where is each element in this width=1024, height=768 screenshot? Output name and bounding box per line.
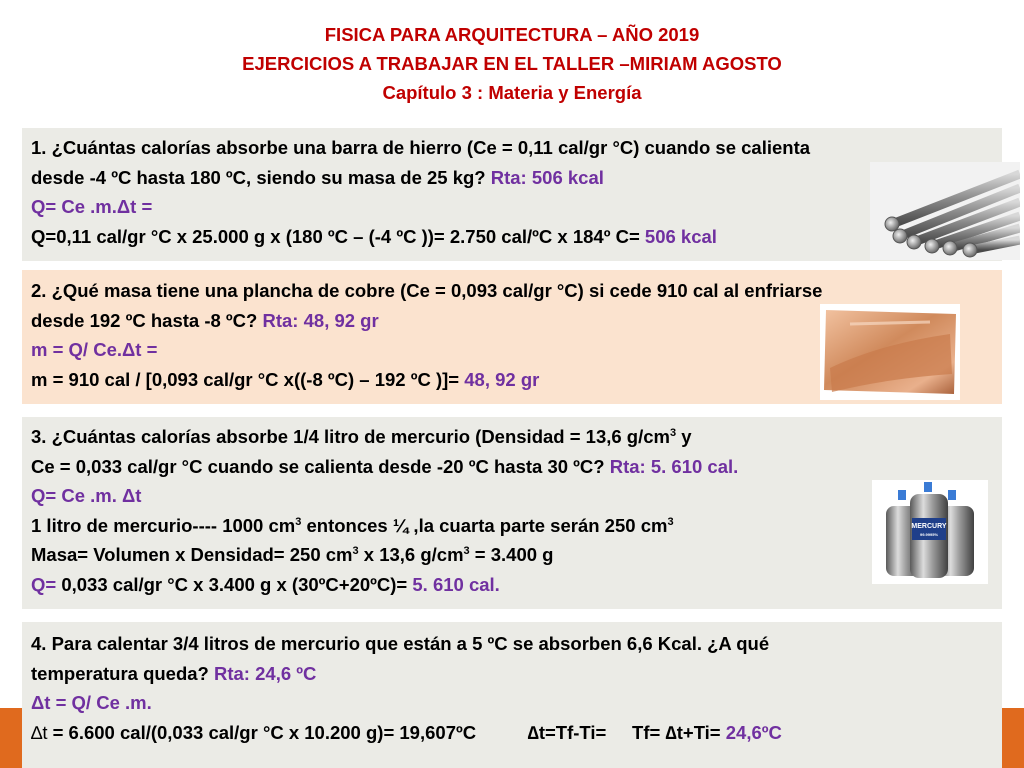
header-title: FISICA PARA ARQUITECTURA – AÑO 2019 — [324, 24, 700, 45]
rebar-bundle-image — [870, 162, 1020, 260]
exercise-2-question-line-1: 2. ¿Qué masa tiene una plancha de cobre (Ce = 0,093 cal/gr °C) si cede 910 cal al enfriarse — [31, 280, 823, 301]
exercise-4 — [22, 622, 1002, 768]
exercise-3-answer: Rta: 5. 610 cal. — [609, 455, 739, 477]
exercise-3-question-line-2: Ce = 0,033 cal/gr °C cuando se calienta desde -20 ºC hasta 30 ºC? Rta: 5. 610 cal. — [31, 455, 739, 477]
exercise-2-formula: m = Q/ Ce.Δt = — [31, 339, 158, 360]
exercise-1-question-line-1: 1. ¿Cuántas calorías absorbe una barra de hierro (Ce = 0,11 cal/gr °C) cuando se calienta — [31, 137, 811, 158]
exercise-4-calculation: ∆t = 6.600 cal/(0,033 cal/gr °C x 10.200 g)= 19,607ºC ∆t=Tf-Ti= Tf= ∆t+Ti= 24,6ºC — [31, 721, 782, 743]
exercise-3-formula: Q= Ce .m. Δt — [31, 485, 142, 506]
header-subtitle: EJERCICIOS A TRABAJAR EN EL TALLER –MIRIAM AGOSTO — [242, 53, 782, 74]
exercise-1-calculation: Q=0,11 cal/gr °C x 25.000 g x (180 ºC – (-4 ºC ))= 2.750 cal/ºC x 184º C= 506 kcal — [31, 225, 717, 247]
exercise-2-calculation: m = 910 cal / [0,093 cal/gr °C x((-8 ºC) – 192 ºC )]= 48, 92 gr — [31, 368, 540, 390]
exercise-2-answer: Rta: 48, 92 gr — [262, 309, 379, 331]
exercise-3-mass-line: Masa= Volumen x Densidad= 250 $cm^3$ x 13,6 $g/cm^3 = 3.400$ g — [31, 544, 554, 565]
exercise-4-answer: Rta: 24,6 ºC — [214, 662, 317, 684]
svg-text:99.9995%: 99.9995% — [919, 532, 939, 537]
copper-sheet-image — [820, 304, 960, 400]
exercise-1-formula: Q= Ce .m.Δt = — [31, 196, 153, 217]
header-chapter: Capítulo 3 : Materia y Energía — [382, 82, 642, 103]
exercise-3-question-line-1: 3. ¿Cuántas calorías absorbe 1/4 litro de mercurio (Densidad = 13,6 $g/cm^3$ y — [31, 426, 692, 447]
exercise-3-volume-line: 1 litro de mercurio---- 1000 $cm^3$ entonces ¼ ,la cuarta parte serán 250 $cm^3$ — [31, 514, 674, 536]
page-header — [0, 20, 1024, 107]
exercise-4-formula: Δt = Q/ Ce .m. — [31, 692, 152, 713]
exercise-3 — [22, 417, 1002, 609]
exercise-4-question-line-1: 4. Para calentar 3/4 litros de mercurio que están a 5 ºC se absorben 6,6 Kcal. ¿A qué — [31, 633, 770, 654]
exercise-3-calculation: Q= 0,033 cal/gr °C x 3.400 g x (30ºC+20ºC)= 5. 610 cal. — [31, 573, 500, 595]
exercise-2-result: 48, 92 gr — [464, 368, 540, 390]
mercury-bottles-image — [872, 480, 988, 584]
exercise-1-result: 506 kcal — [644, 225, 717, 247]
exercise-3-result: 5. 610 cal. — [412, 573, 500, 595]
exercise-1-answer: Rta: 506 kcal — [490, 166, 604, 188]
exercise-4-question-line-2: temperatura queda? Rta: 24,6 ºC — [31, 662, 317, 684]
svg-text:MERCURY: MERCURY — [911, 523, 947, 530]
exercise-1 — [22, 128, 1002, 261]
exercise-4-result: 24,6ºC — [725, 721, 782, 743]
exercise-1-question-line-2: desde -4 ºC hasta 180 ºC, siendo su masa de 25 kg? Rta: 506 kcal — [31, 166, 604, 188]
exercise-2-question-line-2: desde 192 ºC hasta -8 ºC? Rta: 48, 92 gr — [31, 309, 379, 331]
